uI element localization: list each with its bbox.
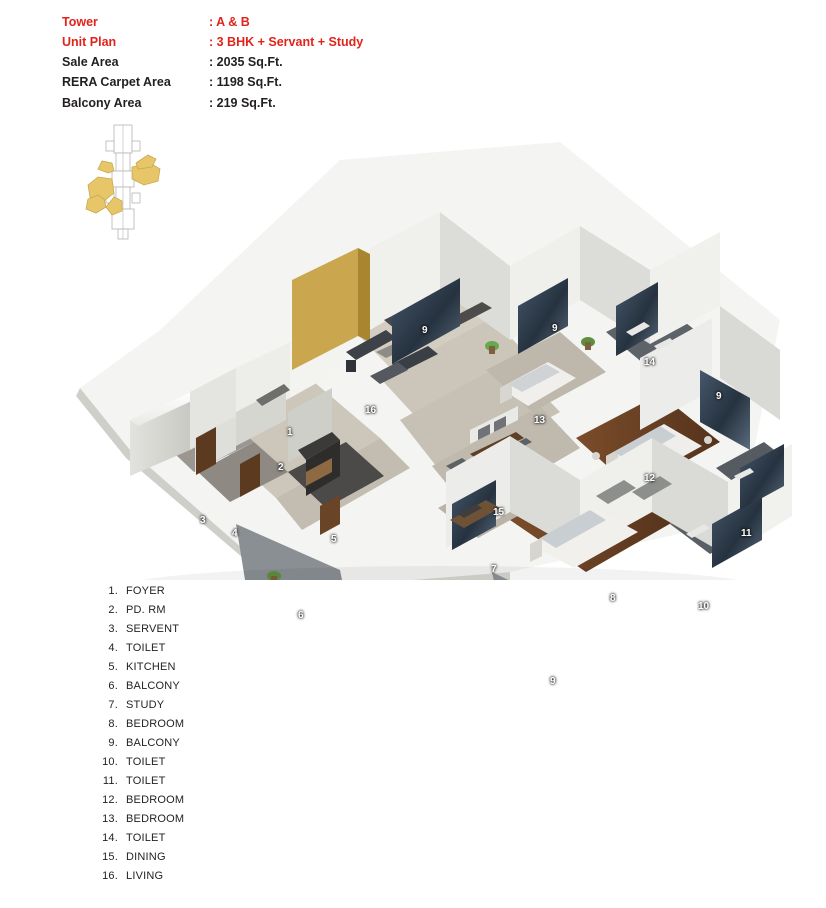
- room-marker: 1: [287, 427, 293, 438]
- spec-row-rera-carpet-area: [62, 72, 363, 92]
- legend-label: BALCONY: [126, 680, 180, 692]
- spec-row-sale-area: [62, 52, 363, 72]
- legend-number: 4.: [108, 642, 118, 654]
- room-marker: 11: [741, 528, 752, 539]
- list-item: [90, 623, 350, 642]
- room-legend: [90, 585, 350, 889]
- legend-label: FOYER: [126, 585, 165, 597]
- room-marker: 9: [552, 323, 558, 334]
- legend-label: DINING: [126, 851, 166, 863]
- room-marker: 8: [610, 593, 616, 604]
- room-marker: 9: [716, 391, 722, 402]
- legend-number: 10.: [102, 756, 118, 768]
- room-marker: 13: [534, 415, 546, 426]
- spec-value-sale-area: : 2035 Sq.Ft.: [209, 55, 283, 70]
- spec-value-rera-carpet-area: : 1198 Sq.Ft.: [209, 75, 282, 90]
- legend-number: 13.: [102, 813, 118, 825]
- room-marker: 14: [644, 357, 656, 368]
- legend-label: LIVING: [126, 870, 164, 882]
- list-item: [90, 585, 350, 604]
- legend-label: KITCHEN: [126, 661, 176, 673]
- room-marker: 10: [698, 601, 710, 612]
- spec-row-tower: [62, 12, 363, 32]
- legend-number: 8.: [108, 718, 118, 730]
- legend-label: BALCONY: [126, 737, 180, 749]
- list-item: [90, 775, 350, 794]
- list-item: [90, 604, 350, 623]
- list-item: [90, 680, 350, 699]
- legend-label: TOILET: [126, 832, 166, 844]
- legend-number: 15.: [102, 851, 118, 863]
- list-item: [90, 642, 350, 661]
- legend-label: BEDROOM: [126, 718, 185, 730]
- spec-value-balcony-area: : 219 Sq.Ft.: [209, 95, 276, 110]
- legend-number: 9.: [108, 737, 118, 749]
- legend-number: 5.: [108, 661, 118, 673]
- legend-label: BEDROOM: [126, 813, 185, 825]
- spec-label-tower: Tower: [62, 15, 98, 29]
- spec-label-sale-area: Sale Area: [62, 55, 119, 70]
- spec-row-balcony-area: [62, 93, 363, 113]
- list-item: [90, 718, 350, 737]
- room-marker: 12: [644, 473, 656, 484]
- legend-number: 3.: [108, 623, 118, 635]
- room-marker: 9: [422, 325, 428, 336]
- spec-row-unit-plan: [62, 32, 363, 52]
- room-marker: 4: [232, 528, 238, 539]
- legend-label: TOILET: [126, 775, 166, 787]
- legend-number: 14.: [102, 832, 118, 844]
- unit-spec-table: [62, 12, 363, 113]
- legend-label: BEDROOM: [126, 794, 185, 806]
- room-marker: 3: [200, 515, 206, 526]
- legend-label: TOILET: [126, 642, 166, 654]
- spec-value-unit-plan: : 3 BHK + Servant + Study: [209, 35, 364, 50]
- spec-label-rera-carpet-area: RERA Carpet Area: [62, 75, 171, 90]
- spec-label-unit-plan: Unit Plan: [62, 35, 117, 50]
- legend-label: TOILET: [126, 756, 166, 768]
- room-marker: 6: [298, 610, 304, 621]
- room-marker: 16: [365, 405, 377, 416]
- list-item: [90, 832, 350, 851]
- list-item: [90, 794, 350, 813]
- legend-label: STUDY: [126, 699, 165, 711]
- legend-number: 16.: [102, 870, 118, 882]
- legend-number: 1.: [108, 585, 118, 597]
- list-item: [90, 737, 350, 756]
- spec-value-tower: : A & B: [209, 15, 250, 29]
- list-item: [90, 699, 350, 718]
- room-marker: 5: [331, 534, 337, 545]
- legend-label: PD. RM: [126, 604, 166, 616]
- room-marker: 15: [493, 507, 505, 518]
- list-item: [90, 661, 350, 680]
- legend-label: SERVENT: [126, 623, 180, 635]
- list-item: [90, 851, 350, 870]
- room-marker: 7: [491, 564, 497, 575]
- list-item: [90, 870, 350, 889]
- list-item: [90, 756, 350, 775]
- spec-label-balcony-area: Balcony Area: [62, 95, 142, 110]
- legend-number: 12.: [102, 794, 118, 806]
- legend-number: 11.: [102, 775, 118, 787]
- legend-number: 6.: [108, 680, 118, 692]
- list-item: [90, 813, 350, 832]
- room-marker: 2: [278, 462, 284, 473]
- legend-number: 7.: [108, 699, 118, 711]
- room-marker: 9: [550, 676, 556, 687]
- legend-number: 2.: [108, 604, 118, 616]
